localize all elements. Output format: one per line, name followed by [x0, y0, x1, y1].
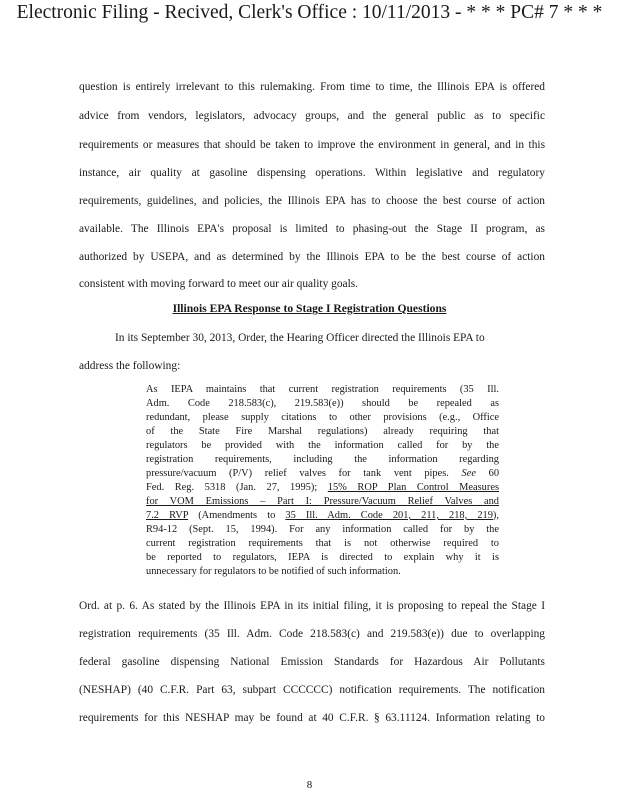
text-line: question is entirely irrelevant to this rulemaking. From time to time, the Illinois EPA is offered — [79, 81, 545, 93]
quote-line: As IEPA maintains that current registration requirements (35 Ill. — [146, 384, 499, 395]
section-heading: Illinois EPA Response to Stage I Registration Questions — [172, 302, 447, 315]
text-line: requirements or measures that should be taken to improve the environment in general, and in this — [79, 139, 545, 151]
quote-line: of the State Fire Marshal regulations) already requiring that — [146, 426, 499, 437]
quote-line: for VOM Emissions – Part I: Pressure/Vacuum Relief Valves and — [146, 496, 499, 507]
quote-line: Adm. Code 218.583(c), 219.583(e)) should be repealed as — [146, 398, 499, 409]
quote-line: pressure/vacuum (P/V) relief valves for tank vent pipes. See 60 — [146, 468, 500, 479]
text-line: federal gasoline dispensing National Emission Standards for Hazardous Air Pollutants — [79, 656, 545, 668]
text-line: registration requirements (35 Ill. Adm. Code 218.583(c) and 219.583(e)) due to overlapping — [79, 628, 545, 640]
quote-line: current registration requirements that is not otherwise required to — [146, 538, 499, 549]
quote-line: regulators be provided with the information called for by the — [146, 440, 499, 451]
quote-line: 7.2 RVP (Amendments to 35 Ill. Adm. Code 201, 211, 218, 219), — [146, 510, 499, 521]
page-number: 8 — [306, 779, 313, 791]
quote-line: be reported to regulators, IEPA is directed to explain why it is — [146, 552, 499, 563]
quote-line: redundant, please supply citations to other provisions (e.g., Office — [146, 412, 499, 423]
text-line: available. The Illinois EPA's proposal is limited to phasing-out the Stage II program, as — [79, 223, 545, 235]
quote-line: Fed. Reg. 5318 (Jan. 27, 1995); 15% ROP Plan Control Measures — [146, 482, 499, 493]
text-line: (NESHAP) (40 C.F.R. Part 63, subpart CCCCCC) notification requirements. The notification — [79, 684, 545, 696]
text-line: Ord. at p. 6. As stated by the Illinois EPA in its initial filing, it is proposing to repeal the Stage I — [79, 600, 545, 612]
text-line: instance, air quality at gasoline dispensing operations. Within legislative and regulatory — [79, 167, 545, 179]
filing-stamp-header: Electronic Filing - Recived, Clerk's Office : 10/11/2013 - * * * PC# 7 * * * — [16, 2, 603, 23]
text-line: address the following: — [79, 360, 181, 372]
quote-line: R94-12 (Sept. 15, 1994). For any information called for by the — [146, 524, 499, 535]
text-line: In its September 30, 2013, Order, the Hearing Officer directed the Illinois EPA to — [115, 332, 485, 344]
text-line: advice from vendors, legislators, advocacy groups, and the general public as to specific — [79, 110, 545, 122]
text-line: authorized by USEPA, and as determined by the Illinois EPA to be the best course of action — [79, 251, 545, 263]
text-line: requirements for this NESHAP may be found at 40 C.F.R. § 63.11124. Information relating to — [79, 712, 545, 724]
text-line: consistent with moving forward to meet our air quality goals. — [79, 278, 359, 290]
quote-line: unnecessary for regulators to be notified of such information. — [146, 566, 401, 577]
text-line: requirements, guidelines, and policies, the Illinois EPA has to choose the best course of action — [79, 195, 545, 207]
quote-line: registration requirements, including the information regarding — [146, 454, 499, 465]
